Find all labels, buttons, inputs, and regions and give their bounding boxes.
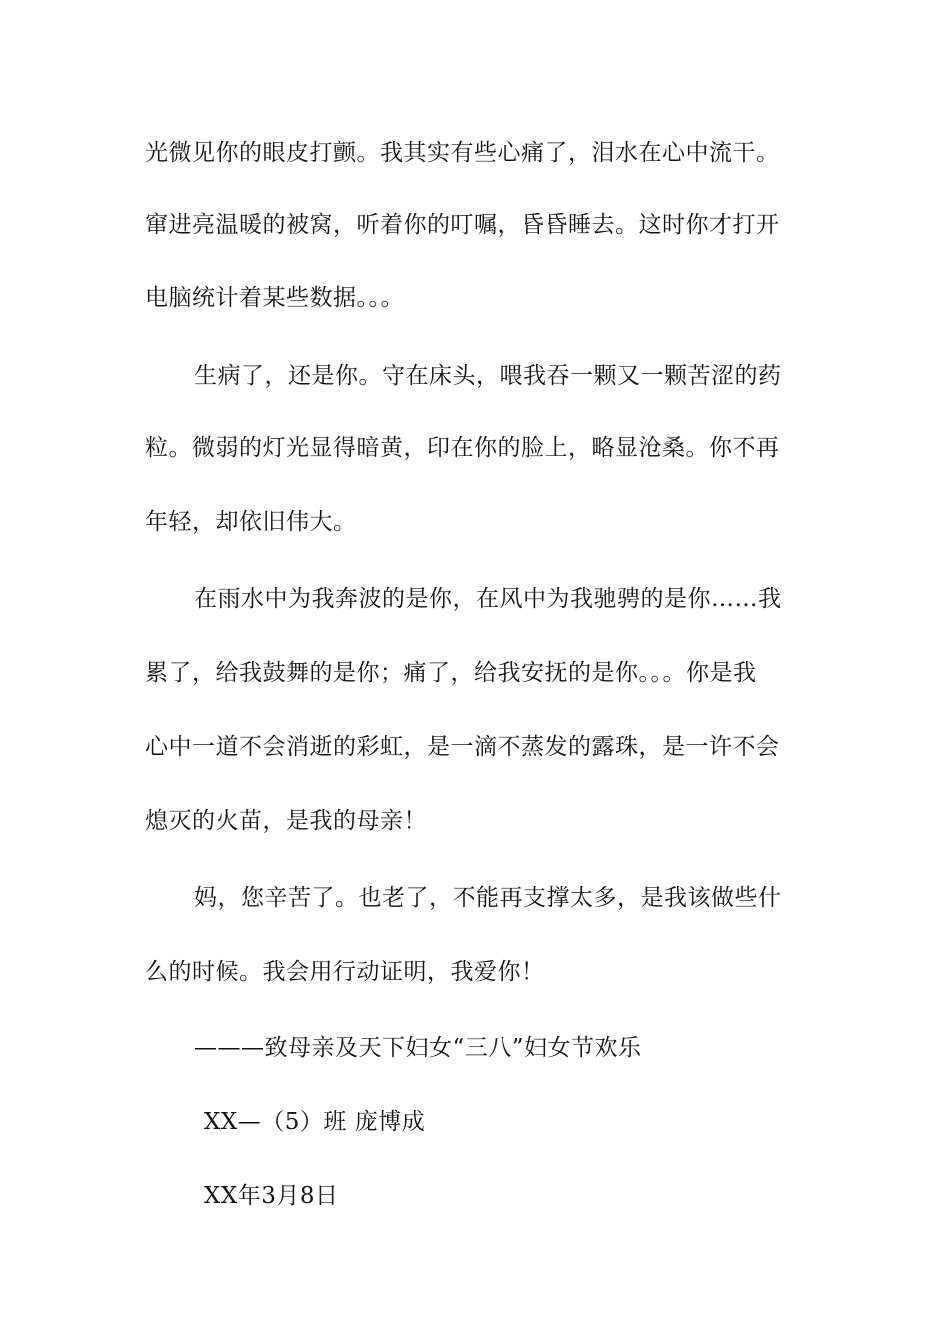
- paragraph-line: 熄灭的火苗，是我的母亲！: [145, 808, 427, 834]
- paragraph-line: 窜进亮温暖的被窝，听着你的叮嘱，昏昏睡去。这时你才打开: [145, 212, 780, 238]
- paragraph-line: 在雨水中为我奔波的是你，在风中为我驰骋的是你……我: [194, 586, 782, 612]
- date-line: XX年3月8日: [204, 1183, 339, 1209]
- paragraph-line: 年轻，却依旧伟大。: [145, 509, 357, 535]
- paragraph-line: 妈，您辛苦了。也老了，不能再支撑太多，是我该做些什: [194, 885, 782, 911]
- paragraph-line: 粒。微弱的灯光显得暗黄，印在你的脸上，略显沧桑。你不再: [145, 435, 780, 461]
- paragraph-line: 光微见你的眼皮打颤。我其实有些心痛了，泪水在心中流干。: [145, 140, 780, 166]
- paragraph-line: 累了，给我鼓舞的是你；痛了，给我安抚的是你。。。你是我: [145, 660, 757, 686]
- dedication-line: ———致母亲及天下妇女“三八”妇女节欢乐: [194, 1035, 642, 1061]
- paragraph-line: 心中一道不会消逝的彩虹，是一滴不蒸发的露珠，是一许不会: [145, 734, 780, 760]
- paragraph-line: 电脑统计着某些数据。。。: [145, 285, 404, 311]
- author-line: XX—（5）班 庞博成: [204, 1109, 426, 1135]
- paragraph-line: 生病了，还是你。守在床头，喂我吞一颗又一颗苦涩的药: [194, 363, 782, 389]
- paragraph-line: 么的时候。我会用行动证明，我爱你！: [145, 959, 545, 985]
